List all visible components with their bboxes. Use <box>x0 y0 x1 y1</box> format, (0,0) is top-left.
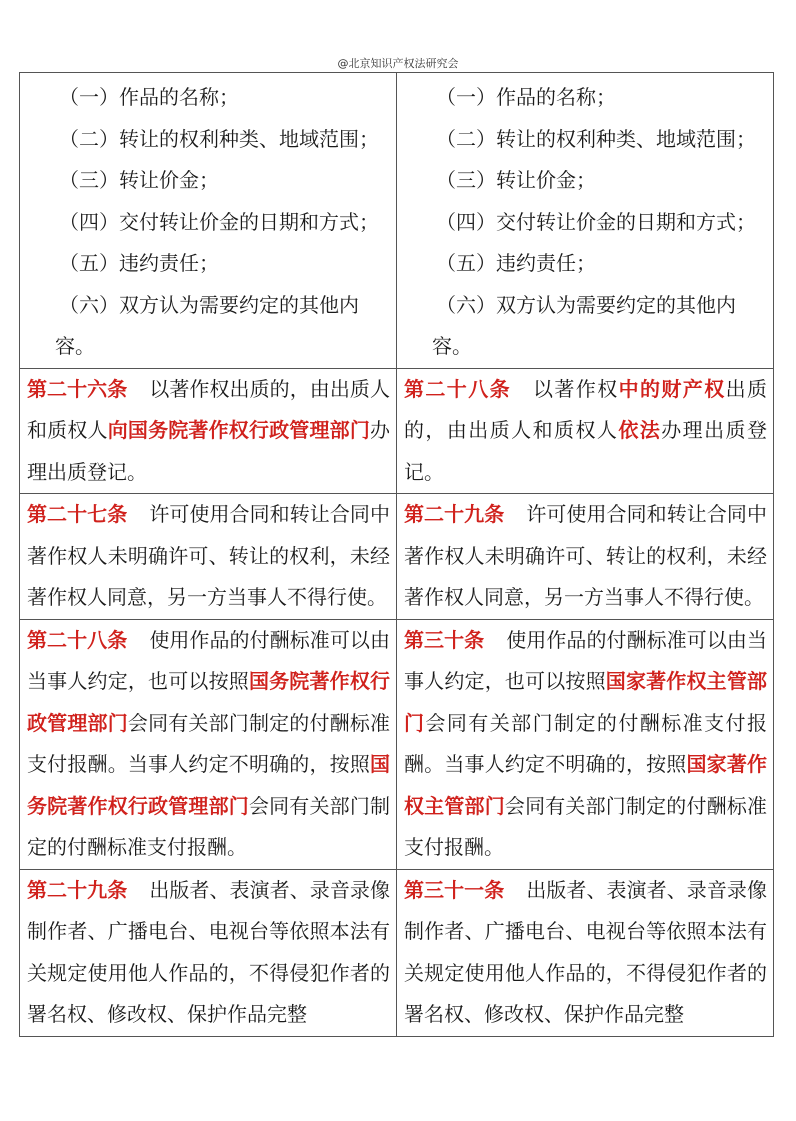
article-number: 第二十八条 <box>27 627 128 652</box>
table-row <box>20 73 774 369</box>
left-cell <box>20 869 397 1036</box>
body-text: 会同有关部门制定的付酬标准支付报酬。 <box>27 793 391 859</box>
right-cell <box>397 619 774 869</box>
watermark-text: @北京知识产权法研究会 <box>337 57 459 70</box>
body-text: 会同有关部门制定的付酬标准支付报酬。当事人约定不明确的，按照 <box>27 710 391 776</box>
highlight-text: 依法 <box>618 418 662 442</box>
body-text: 办理出质登记。 <box>27 418 391 484</box>
body-text: 办理出质登记。 <box>404 418 767 484</box>
body-text: 出质的，由出质人和质权人 <box>404 376 768 442</box>
article-number: 第二十八条 <box>404 376 511 401</box>
list-item: （三）转让价金； <box>59 168 219 192</box>
highlight-text: 国务院著作权行政管理部门 <box>27 752 390 818</box>
right-cell <box>397 869 774 1036</box>
table-row <box>20 869 774 1036</box>
article-number: 第二十六条 <box>27 376 128 401</box>
list-item: （一）作品的名称； <box>59 85 239 109</box>
list-item: （一）作品的名称； <box>436 85 616 109</box>
body-text: 会同有关部门制定的付酬标准支付报酬。 <box>404 793 768 859</box>
comparison-table <box>19 72 774 1037</box>
list-item: （五）违约责任； <box>436 251 596 275</box>
highlight-text: 向国务院著作权行政管理部门 <box>107 418 371 442</box>
body-text: 会同有关部门制定的付酬标准支付报酬。当事人约定不明确的，按照 <box>404 710 767 776</box>
list-item: 容。 <box>55 334 95 358</box>
left-cell <box>20 368 397 494</box>
article-number: 第二十九条 <box>27 877 128 902</box>
left-cell <box>20 494 397 620</box>
body-text: 许可使用合同和转让合同中著作权人未明确许可、转让的权利，未经著作权人同意，另一方当事人不得行使。 <box>27 502 390 609</box>
body-text: 出版者、表演者、录音录像制作者、广播电台、电视台等依照本法有关规定使用他人作品的，不得侵犯作者的署名权、修改权、保护作品完整 <box>404 877 767 1026</box>
body-text: 以著作权 <box>533 376 619 401</box>
highlight-text: 国务院著作权行政管理部门 <box>27 669 391 735</box>
list-item: （六）双方认为需要约定的其他内 <box>436 292 736 317</box>
list-item: （二）转让的权利种类、地域范围； <box>59 126 379 151</box>
article-number: 第三十条 <box>404 627 485 652</box>
right-cell <box>397 73 774 369</box>
table-row <box>20 368 774 494</box>
list-item: （三）转让价金； <box>436 168 596 192</box>
highlight-text: 中的财产权 <box>618 376 726 401</box>
highlight-text: 国家著作权主管部门 <box>404 752 768 818</box>
table-row <box>20 494 774 620</box>
body-text: 以著作权出质的，由出质人和质权人 <box>27 376 390 442</box>
highlight-text: 国家著作权主管部门 <box>404 669 768 735</box>
list-item: （四）交付转让价金的日期和方式； <box>436 209 756 234</box>
article-number: 第二十九条 <box>404 502 505 526</box>
left-cell <box>20 619 397 869</box>
left-cell <box>20 73 397 369</box>
list-item: 容。 <box>432 334 472 358</box>
right-cell <box>397 494 774 620</box>
list-item: （四）交付转让价金的日期和方式； <box>59 209 379 234</box>
body-text: 出版者、表演者、录音录像制作者、广播电台、电视台等依照本法有关规定使用他人作品的，不得侵犯作者的署名权、修改权、保护作品完整 <box>27 877 390 1026</box>
right-cell <box>397 368 774 494</box>
body-text: 使用作品的付酬标准可以由当事人约定，也可以按照 <box>27 627 390 693</box>
list-item: （二）转让的权利种类、地域范围； <box>436 126 756 151</box>
body-text: 使用作品的付酬标准可以由当事人约定，也可以按照 <box>404 627 767 693</box>
table-row <box>20 619 774 869</box>
article-number: 第三十一条 <box>404 877 505 902</box>
list-item: （五）违约责任； <box>59 251 219 275</box>
list-item: （六）双方认为需要约定的其他内 <box>59 292 359 317</box>
article-number: 第二十七条 <box>27 502 128 526</box>
body-text: 许可使用合同和转让合同中著作权人未明确许可、转让的权利，未经著作权人同意，另一方当事人不得行使。 <box>404 502 767 609</box>
